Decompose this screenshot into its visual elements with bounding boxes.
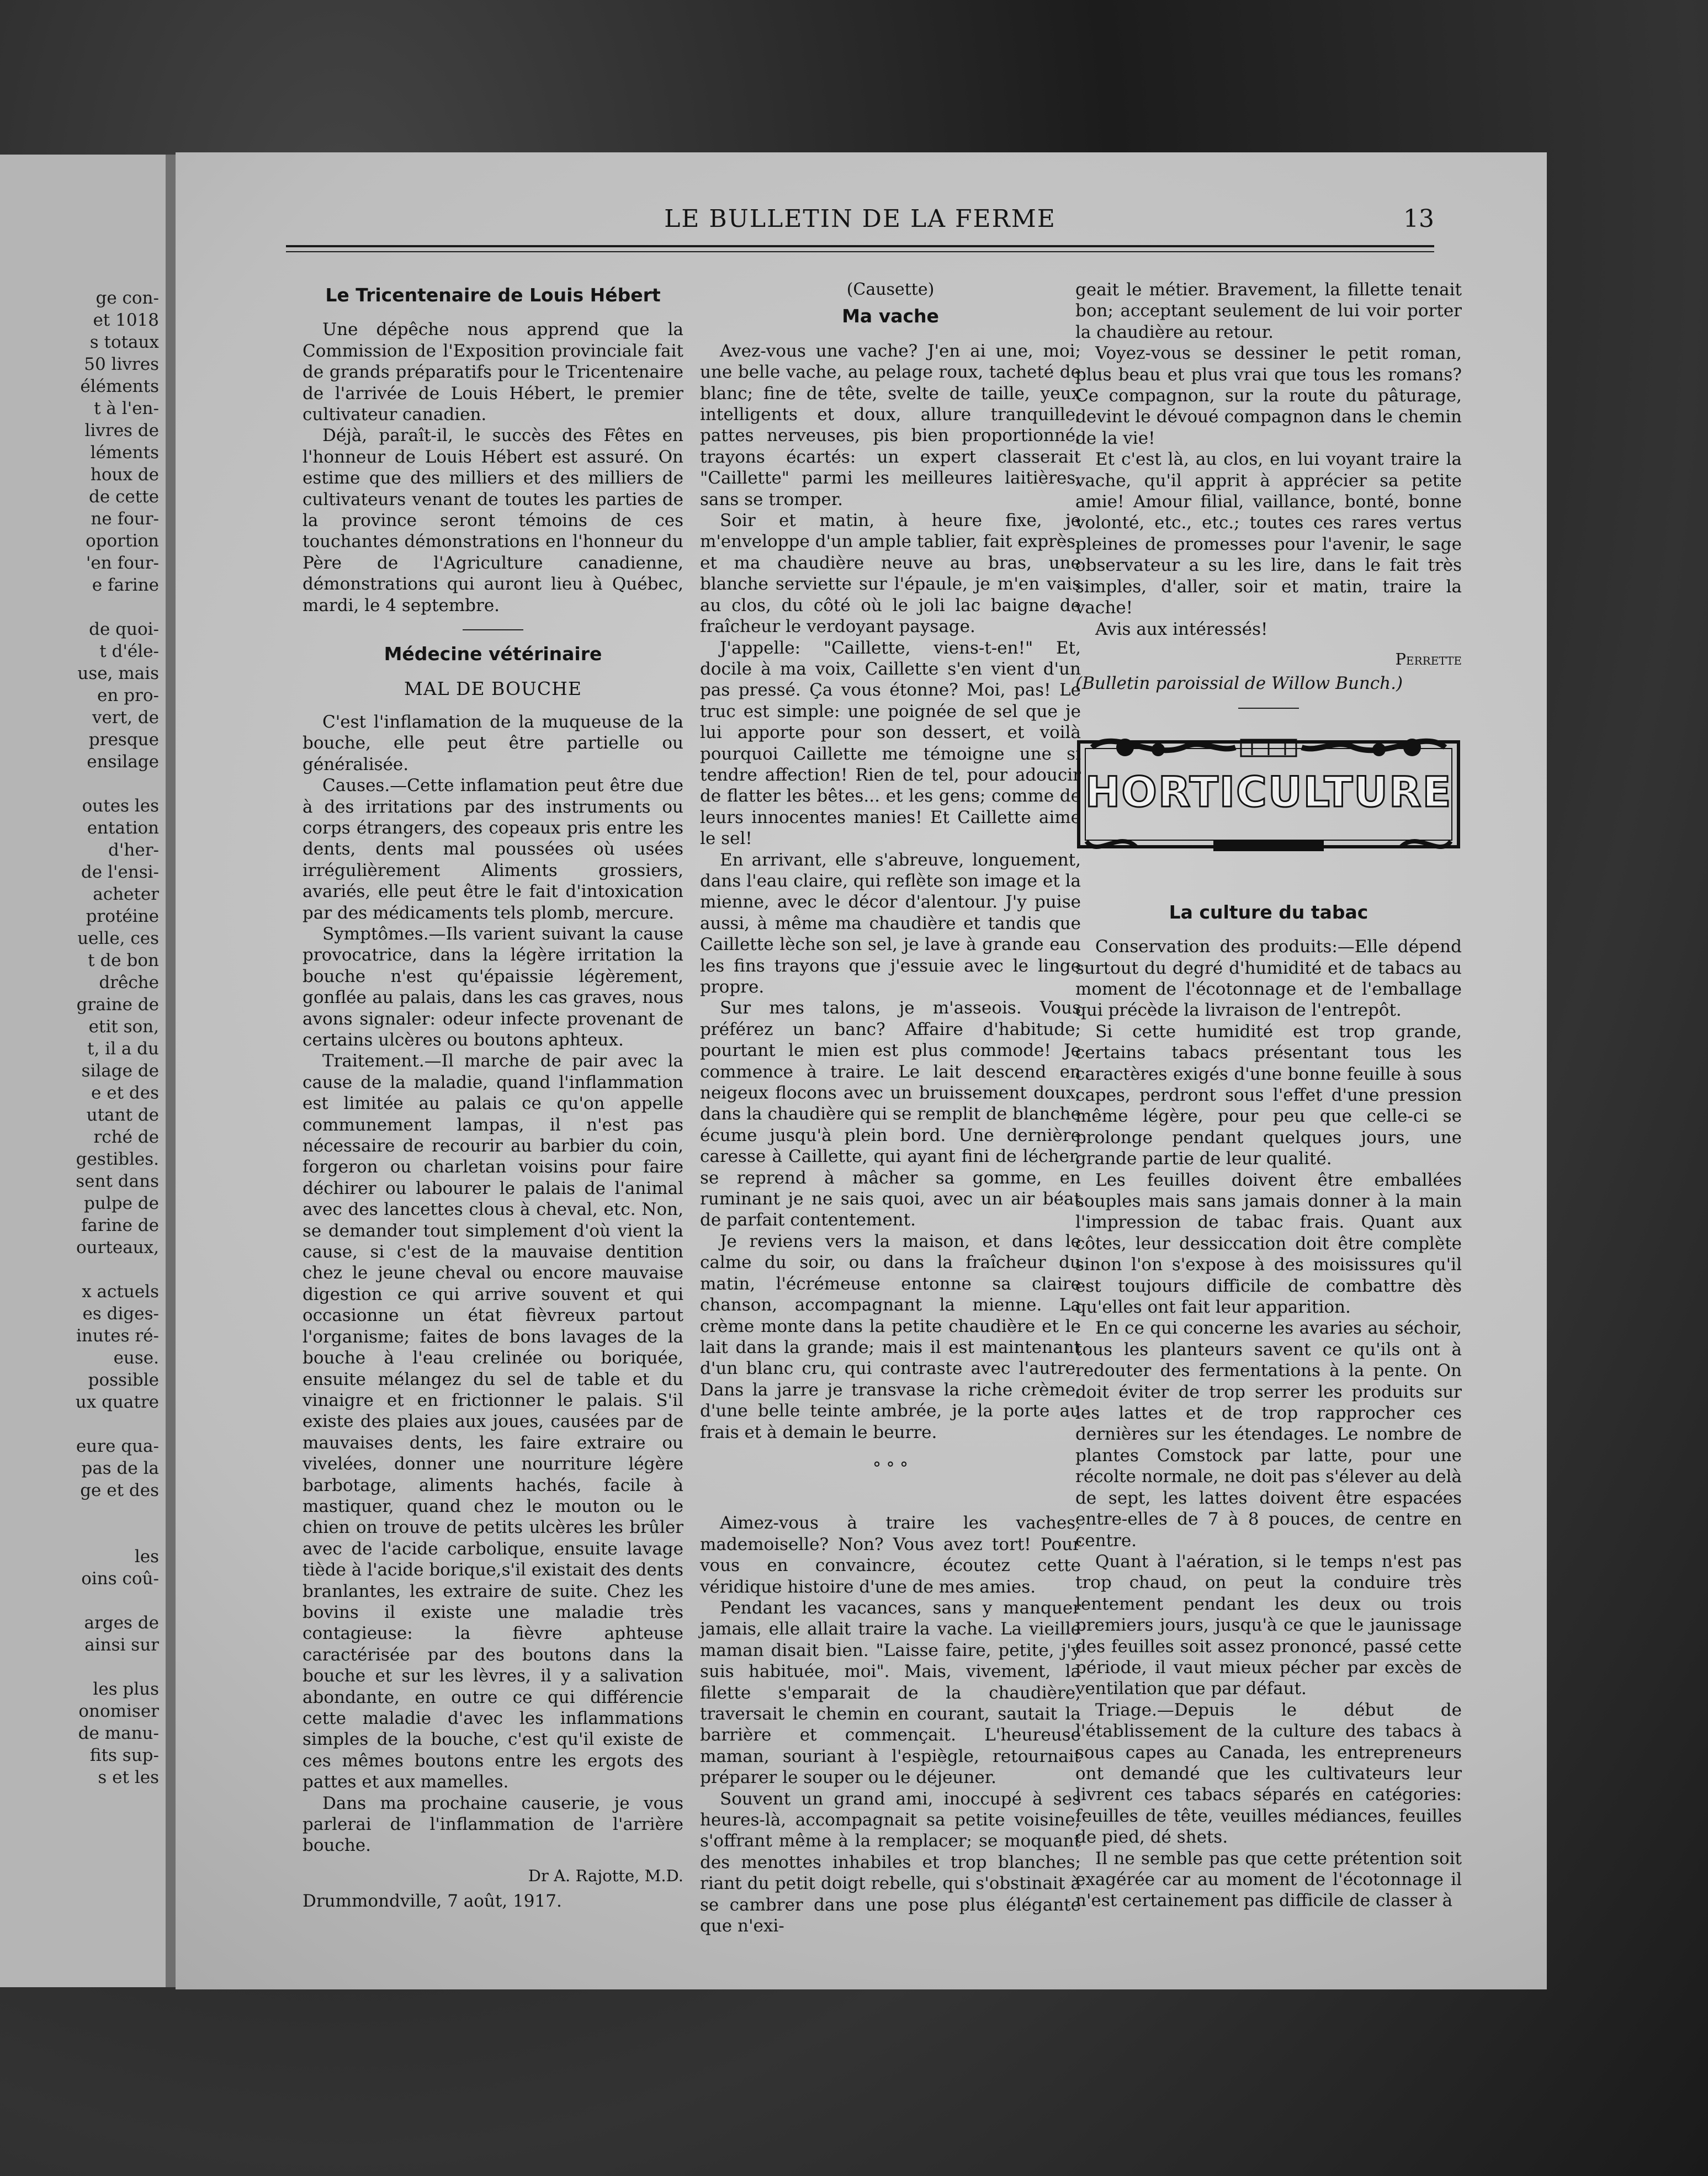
left-page-fragment-line: euse. xyxy=(113,1348,159,1368)
paragraph: Conservation des produits:—Elle dépend surtout du degré d'humidité et de tabacs au moment de l'écotonnage et de l'emballage qui précède la livraison de l'entrepôt. xyxy=(1075,937,1462,1021)
horticulture-banner xyxy=(1075,731,1462,863)
left-page-fragment-line: d'her- xyxy=(108,840,159,860)
left-page-fragment-line: protéine xyxy=(86,906,159,926)
left-page-fragment-line: acheter xyxy=(93,884,159,904)
left-page-fragment-line: en pro- xyxy=(97,686,159,705)
column-2 xyxy=(700,279,1081,1936)
running-head xyxy=(286,205,1434,243)
left-page-fragment-line: léments xyxy=(90,443,159,463)
paragraph: J'appelle: "Caillette, viens-t-en!" Et, docile à ma voix, Caillette s'en vient d'un pas pressé. Ça vous étonne? Moi, pas! Le truc est simple: une poignée de sel que je lui apporte pour son dessert, et voilà pourquoi Caillette me témoigne une si tendre affection! Rien de tel, pour adoucir de flatter les bêtes... et les gens; comme de leurs innocentes manies! Et Caillette aime le sel! xyxy=(700,638,1081,849)
left-page-fragment-line: use, mais xyxy=(77,664,159,683)
left-page-fragment-line: de manu- xyxy=(78,1723,159,1743)
author-signature: Dr A. Rajotte, M.D. xyxy=(528,1866,683,1885)
publication-title: LE BULLETIN DE LA FERME xyxy=(664,205,1056,233)
left-page-fragment-line: pulpe de xyxy=(84,1193,159,1213)
header-rule xyxy=(286,245,1434,252)
left-page-fragment-line: oportion xyxy=(86,531,159,551)
left-page-fragment-line: sent dans xyxy=(76,1171,159,1191)
left-page-fragment-line: fits sup- xyxy=(89,1745,159,1765)
left-page-fragment-line: etit son, xyxy=(88,1017,159,1037)
article-kicker: (Causette) xyxy=(846,280,935,299)
paragraph: Une dépêche nous apprend que la Commission de l'Exposition provinciale fait de grands préparatifs pour le Tricentenaire de l'arrivée de Louis Hébert, le premier cultivateur canadien. xyxy=(303,320,683,425)
paragraph: Traitement.—Il marche de pair avec la cause de la maladie, quand l'inflammation est limitée au palais ce qu'on appelle communement lampas, il n'est pas nécessaire de recourir au barbier du coin, forgeron ou charletan voisins pour faire déchirer ou labourer le palais de l'animal avec des lancettes clous à cheval, etc. Non, se demander tout simplement d'où vient la cause, si c'est de la mauvaise dentition chez le jeune cheval ou encore mauvaise digestion ce qui arrive souvent et qui occasionne un état fièvreux partout l'organisme; faites de bons lavages de la bouche à l'eau crelinée ou boriquée, ensuite mélangez du sel de table et du vinaigre et en frictionner le palais. S'il existe des plaies aux joues, causées par de mauvaises dents, les faire extraire ou vivelées, donner une nourriture légère barbotage, aliments hachés, facile à mastiquer, quand chez le mouton ou le chien on trouve de petits ulcères les brûler avec de l'acide carbolique, ensuite lavage tiède à l'acide borique,s'il existait des dents branlantes, les extraire de suite. Chez les bovins il existe une maladie très contagieuse: la fièvre aphteuse caractérisée par des boutons dans la bouche et sur les lèvres, il y a salivation abondante, en outre ce qui différencie cette maladie d'avec les inflammations simples de la bouche, c'est qu'il existe de ces mêmes boutons entre les ergots des pattes et aux mamelles. xyxy=(303,1051,683,1792)
paragraph: Quant à l'aération, si le temps n'est pas trop chaud, on peut la conduire très lentement pendant les deux ou trois premiers jours, jusqu'à ce que le jaunissage des feuilles soit assez prononcé, passé cette période, il vaut mieux pécher par excès de ventilation que par défaut. xyxy=(1075,1551,1462,1699)
page-number: 13 xyxy=(1403,205,1434,233)
left-page-fragment-line: e farine xyxy=(92,575,159,595)
newspaper-page xyxy=(176,152,1547,1989)
left-page-fragment-line: inutes ré- xyxy=(76,1326,159,1346)
dateline: Drummondville, 7 août, 1917. xyxy=(303,1891,562,1912)
left-page-fragment-line: oins coû- xyxy=(81,1569,159,1589)
paragraph: Dans ma prochaine causerie, je vous parlerai de l'inflammation de l'arrière bouche. xyxy=(303,1793,683,1856)
left-page-fragment-line: ourteaux, xyxy=(76,1238,159,1257)
paragraph: Déjà, paraît-il, le succès des Fêtes en l'honneur de Louis Hébert est assuré. On estime que des milliers et des milliers de cultivateurs venant de toutes les parties de la province seront témoins de ces touchantes démonstrations en l'honneur du Père de l'Agriculture canadienne, démonstrations qui auront lieu à Québec, mardi, le 4 septembre. xyxy=(303,426,683,615)
left-page-fragment-line: éléments xyxy=(80,376,159,396)
paragraph: Avis aux intéressés! xyxy=(1095,619,1268,639)
left-page-fragment xyxy=(0,155,166,1987)
left-page-fragment-line: de cette xyxy=(88,487,159,507)
left-page-fragment-line: ge con- xyxy=(96,288,159,308)
left-page-fragment-line: arges de xyxy=(84,1613,159,1633)
left-page-fragment-line: outes les xyxy=(82,796,159,816)
left-page-fragment-line: possible xyxy=(88,1370,159,1390)
left-page-fragment-line: t, il a du xyxy=(87,1039,159,1059)
source-credit: (Bulletin paroissial de Willow Bunch.) xyxy=(1075,673,1403,694)
left-page-fragment-line: ne four- xyxy=(91,509,159,529)
left-page-fragment-line: x actuels xyxy=(82,1282,159,1302)
left-page-fragment-line: s totaux xyxy=(89,332,159,352)
paragraph: Causes.—Cette inflamation peut être due à des irritations par des instruments ou corps étrangers, des copeaux pris entre les dents, dents mal poussées où usées irrégulièrement Aliments grossiers, avariés, elle peut être le fait d'intoxication par des médicaments tels plomb, mercure. xyxy=(303,776,683,923)
left-page-fragment-line: t d'éle- xyxy=(99,641,159,661)
left-page-fragment-line: ensilage xyxy=(87,752,159,772)
left-page-fragment-line: 50 livres xyxy=(84,354,159,374)
paragraph: Aimez-vous à traire les vaches, mademoiselle? Non? Vous avez tort! Pour vous en convaincre, écoutez cette véridique histoire d'une de mes amies. xyxy=(700,1513,1081,1597)
left-page-fragment-line: de l'ensi- xyxy=(81,862,159,882)
article-title-tricentenaire: Le Tricentenaire de Louis Hébert xyxy=(325,284,661,306)
author-signature: Perrette xyxy=(1395,649,1462,668)
left-page-fragment-line: ge et des xyxy=(80,1480,159,1500)
article-title-tabac: La culture du tabac xyxy=(1169,901,1368,923)
left-page-fragment-line: rché de xyxy=(93,1127,159,1147)
left-page-fragment-line: et 1018 xyxy=(93,310,159,330)
left-page-fragment-line: uelle, ces xyxy=(77,928,159,948)
left-page-fragment-line: farine de xyxy=(81,1216,159,1235)
section-separator: ° ° ° xyxy=(872,1458,909,1478)
left-page-fragment-line: t à l'en- xyxy=(94,399,159,418)
left-page-fragment-line: de quoi- xyxy=(89,619,159,639)
left-page-fragment-line: drêche xyxy=(99,973,159,993)
paragraph: Soir et matin, à heure fixe, je m'enveloppe d'un ample tablier, fait exprès, et ma chaudière neuve au bras, une blanche serviette sur l'épaule, je m'en vais au clos, du côté où le joli lac baigne de fraîcheur le verdoyant paysage. xyxy=(700,511,1081,637)
left-page-fragment-line: onomiser xyxy=(78,1701,159,1721)
left-page-fragment-line: entation xyxy=(87,818,159,838)
paragraph: C'est l'inflamation de la muqueuse de la bouche, elle peut être partielle ou généralisée. xyxy=(303,712,683,774)
left-page-fragment-line: presque xyxy=(88,730,159,750)
left-page-fragment-line: graine de xyxy=(76,995,159,1015)
left-page-fragment-line: pas de la xyxy=(81,1458,159,1478)
article-title-ma-vache: Ma vache xyxy=(842,305,939,327)
left-page-fragment-line: gestibles. xyxy=(76,1149,159,1169)
paragraph: Je reviens vers la maison, et dans le calme du soir, ou dans la fraîcheur du matin, l'écrémeuse entonne sa claire chanson, accompagnant la mienne. La crème monte dans la petite chaudière et le lait dans la grande; mais il est maintenant d'un blanc cru, qui contraste avec l'autre. Dans la jarre je transvase la riche crème, d'une belle teinte ambrée, je la porte au frais et à demain le beurre. xyxy=(700,1231,1081,1442)
paragraph: Souvent un grand ami, inoccupé à ses heures-là, accompagnait sa petite voisine; s'offrant même à la remplacer; se moquant des menottes inhabiles et trop blanches; riant du petit doigt rebelle, qui s'obstinait à se cambrer dans une pose plus élégante que n'exi- xyxy=(700,1788,1081,1936)
left-page-fragment-line: silage de xyxy=(81,1061,159,1081)
left-page-fragment-line: es diges- xyxy=(82,1304,159,1324)
article-title-medecine: Médecine vétérinaire xyxy=(384,643,602,665)
page-spine xyxy=(166,155,176,1987)
paragraph: Triage.—Depuis le début de l'établissement de la culture des tabacs à sous capes au Canada, les entrepreneurs ont demandé que les cultivateurs leur livrent ces tabacs séparés en catégories: feuilles de tête, veuilles médiances, feuilles de pied, dé shets. xyxy=(1075,1700,1462,1848)
left-page-fragment-line: ainsi sur xyxy=(84,1635,159,1655)
article-divider xyxy=(1238,708,1299,709)
paragraph: En arrivant, elle s'abreuve, longuement, dans l'eau claire, qui reflète son image et la mienne, avec le décor d'alentour. J'y puise aussi, à même ma chaudière et tandis que Caillette lèche son sel, je lave à grande eau les fins trayons que j'essuie avec le linge propre. xyxy=(700,850,1081,997)
left-page-fragment-line: e et des xyxy=(91,1083,159,1103)
paragraph: Symptômes.—Ils varient suivant la cause provocatrice, dans la légère irritation la bouche n'est qu'épaissie légèrement, gonflée au palais, dans les cas graves, nous avons signaler: odeur infecte provenant de certains ulcères ou boutons aphteux. xyxy=(303,924,683,1050)
paragraph: Il ne semble pas que cette prétention soit exagérée car au moment de l'écotonnage il n'est certainement pas difficile de classer à xyxy=(1075,1848,1462,1911)
paragraph: Pendant les vacances, sans y manquer jamais, elle allait traire la vache. La vieille maman disait bien. "Laisse faire, petite, j'y suis habituée, moi". Mais, vivement, la filette s'emparait de la chaudière, traversait le chemin en courant, sautait la barrière et commençait. L'heureuse maman, souriant à l'espiègle, retournait préparer le souper ou le déjeuner. xyxy=(700,1597,1081,1788)
left-page-fragment-line: ux quatre xyxy=(75,1392,159,1412)
left-page-fragment-line: s et les xyxy=(98,1768,159,1787)
left-page-fragment-line: eure qua- xyxy=(76,1436,159,1456)
paragraph: Les feuilles doivent être emballées souples mais sans jamais donner à la main l'impression de tabac frais. Quant aux côtes, leur dessiccation doit être complète sinon l'on s'expose à des moisissures qu'il est toujours difficile de combattre dès qu'elles ont fait leur apparition. xyxy=(1075,1170,1462,1318)
paragraph: Sur mes talons, je m'asseois. Vous préférez un banc? Affaire d'habitude; pourtant le mien est plus commode! Je commence à traire. Le lait descend en neigeux flocons avec un bruissement doux, dans la chaudière qui se remplit de blanche écume jusqu'à plein bord. Une dernière caresse à Caillette, qui ayant fini de lécher, se reprend à mâcher sa gomme, en ruminant je ne sais quoi, avec un air béat de parfait contentement. xyxy=(700,998,1081,1230)
paragraph: En ce qui concerne les avaries au séchoir, tous les planteurs savent ce qu'ils ont à redouter des fermentations à la pente. On doit éviter de trop serrer les produits sur les lattes et de trop rapprocher ces dernières sur les étendages. Le nombre de plantes Comstock par latte, pour une récolte normale, ne doit pas s'élever au delà de sept, les lattes doivent être espacées entre-elles de 7 à 8 pouces, de centre en centre. xyxy=(1075,1318,1462,1551)
banner-title: HORTICULTURE xyxy=(1085,767,1452,816)
left-page-fragment-line: 'en four- xyxy=(86,553,159,573)
article-subtitle: MAL DE BOUCHE xyxy=(404,677,582,699)
left-page-fragment-line: houx de xyxy=(90,465,159,485)
left-page-fragment-line: livres de xyxy=(84,421,159,440)
left-page-fragment-line: les plus xyxy=(93,1679,159,1699)
left-page-fragment-line: utant de xyxy=(86,1105,159,1125)
paragraph: Si cette humidité est trop grande, certains tabacs présentant tous les caractères exigés d'une bonne feuille à sous capes, perdront sous l'effet d'une pression même légère, pour peu que celle-ci se prolonge pendant quelques jours, une grande partie de leur qualité. xyxy=(1075,1021,1462,1169)
left-page-fragment-line: les xyxy=(134,1547,159,1567)
article-divider xyxy=(463,629,523,630)
left-page-fragment-line: t de bon xyxy=(88,951,159,970)
paragraph: Et c'est là, au clos, en lui voyant traire la vache, qu'il apprit à apprécier sa petite amie! Amour filial, vaillance, bonté, bonne volonté, etc., etc.; toutes ces rares vertus pleines de promesses pour l'avenir, le sage observateur a su les lire, dans le fait très simples, d'aller, soir et matin, traire la vache! xyxy=(1075,449,1462,618)
paragraph: geait le métier. Bravement, la fillette tenait bon; acceptant seulement de lui voir porter la chaudière au retour. xyxy=(1075,280,1462,342)
left-page-fragment-line: vert, de xyxy=(92,708,159,728)
column-3 xyxy=(1075,279,1462,1912)
paragraph: Voyez-vous se dessiner le petit roman, plus beau et plus vrai que tous les romans? Ce compagnon, sur la route du pâturage, devint le dévoué compagnon dans le chemin de la vie! xyxy=(1075,343,1462,448)
paragraph: Avez-vous une vache? J'en ai une, moi; une belle vache, au pelage roux, tacheté de blanc; fine de tête, svelte de taille, yeux intelligents et doux, allure tranquille, pattes nerveuses, pis bien proportionné, trayons écartés: un expert classerait "Caillette" parmi les meilleures laitières, sans se tromper. xyxy=(700,341,1081,509)
column-1 xyxy=(303,279,683,1912)
